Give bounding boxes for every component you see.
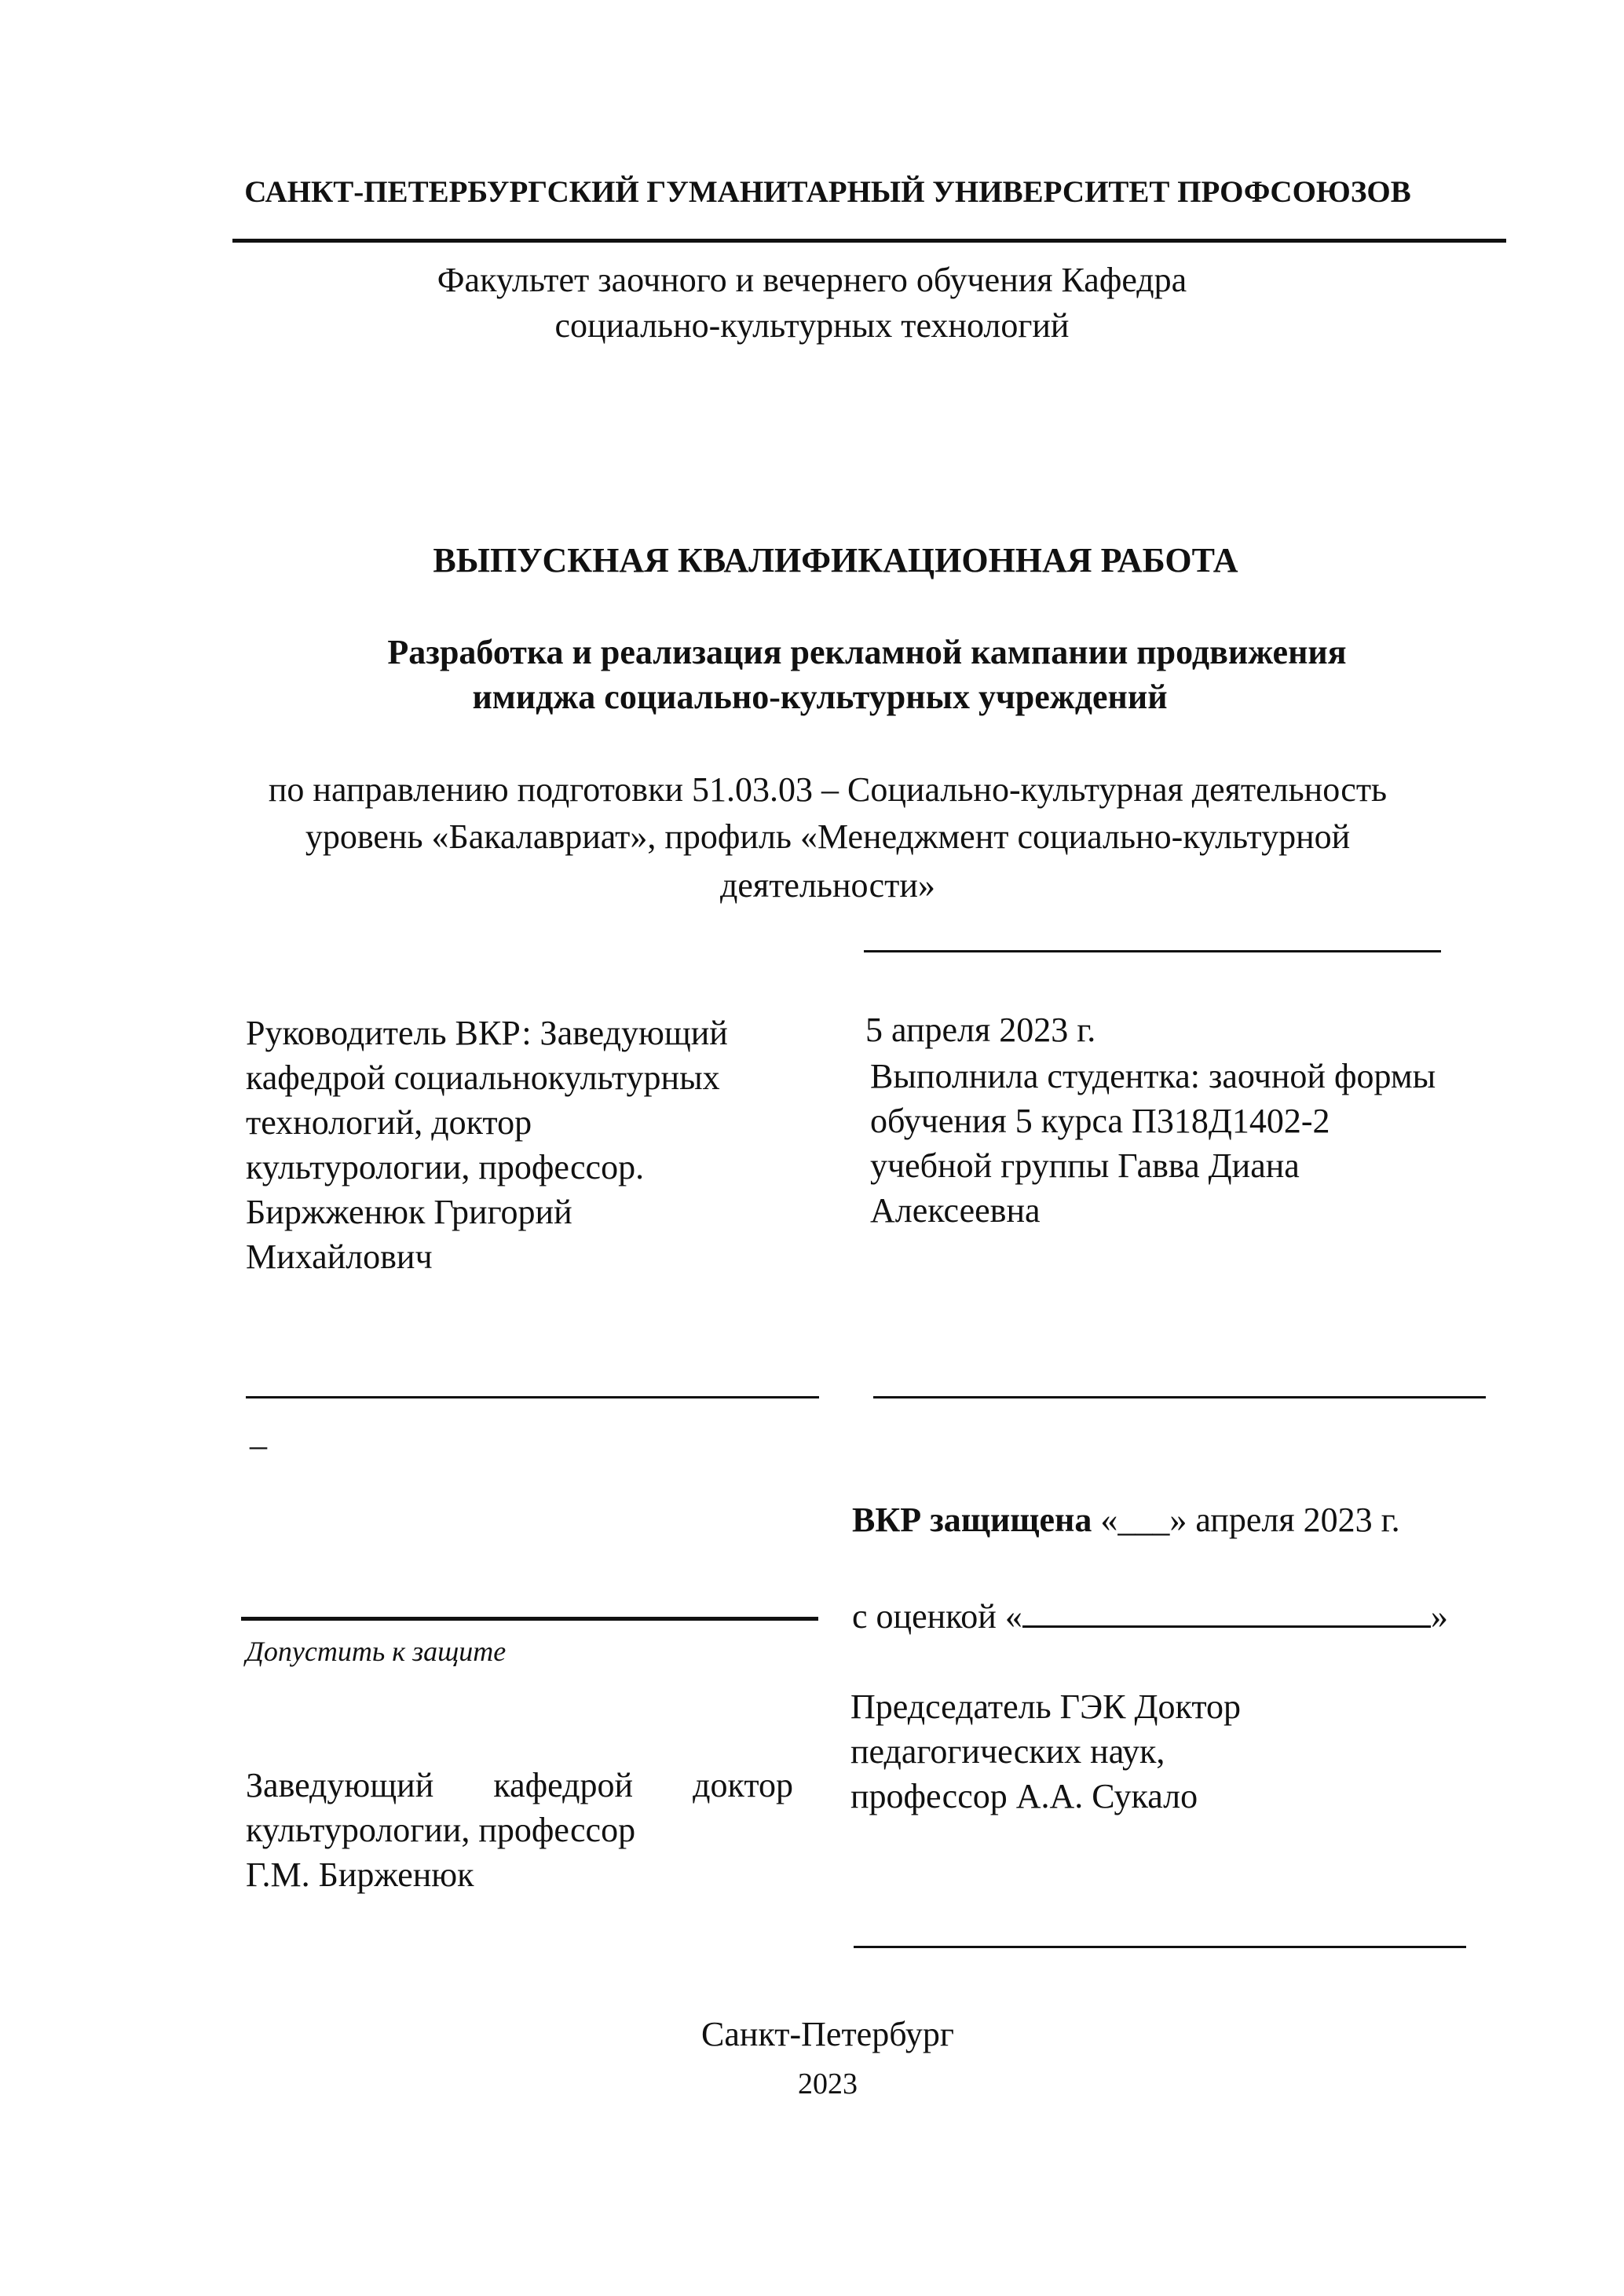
student-line: Выполнила студентка: заочной формы [870, 1057, 1436, 1095]
grade-prefix: с оценкой « [852, 1597, 1022, 1636]
supervisor-line: кафедрой социальнокультурных [246, 1058, 720, 1097]
dash-mark: _ [250, 1414, 267, 1453]
defended-label: ВКР защищена [852, 1501, 1092, 1539]
head-line-1: Заведующий кафедрой доктор [246, 1766, 793, 1804]
chair-line: Председатель ГЭК Доктор [850, 1687, 1241, 1726]
direction-line-1: по направлению подготовки 51.03.03 – Социально-культурная деятельность [268, 770, 1388, 809]
student-signature-line [873, 1396, 1486, 1398]
chair-block [850, 1684, 1479, 1819]
faculty-block [0, 258, 1624, 349]
head-line-3: Г.М. Бирженюк [246, 1855, 474, 1894]
defended-date: «___» апреля 2023 г. [1092, 1501, 1400, 1539]
grade-suffix: » [1430, 1597, 1448, 1636]
grade-blank [1022, 1594, 1431, 1628]
chair-line: педагогических наук, [850, 1732, 1165, 1771]
supervisor-line: технологий, доктор [246, 1103, 532, 1142]
admit-line [241, 1617, 818, 1621]
work-type-title: ВЫПУСКНАЯ КВАЛИФИКАЦИОННАЯ РАБОТА [433, 541, 1238, 579]
university-name: САНКТ-ПЕТЕРБУРГСКИЙ ГУМАНИТАРНЫЙ УНИВЕРСИТЕТ ПРОФСОЮЗОВ [244, 175, 1411, 209]
faculty-line-2: социально-культурных технологий [554, 306, 1070, 345]
student-line: Алексеевна [870, 1191, 1041, 1230]
student-line: учебной группы Гавва Диана [870, 1146, 1300, 1185]
year: 2023 [798, 2067, 858, 2100]
topic-line-2: имиджа социально-культурных учреждений [472, 678, 1168, 716]
supervisor-line: культурологии, профессор. [246, 1148, 645, 1186]
header-rule [232, 239, 1506, 243]
supervisor-line: Биржженюк Григорий [246, 1193, 572, 1231]
supervisor-line: Михайлович [246, 1238, 433, 1276]
admit-label: Допустить к защите [246, 1636, 507, 1667]
faculty-line-1: Факультет заочного и вечернего обучения Кафедра [437, 261, 1187, 299]
chair-signature-line [854, 1946, 1466, 1948]
supervisor-signature-line [246, 1396, 819, 1398]
supervisor-line: Руководитель ВКР: Заведующий [246, 1014, 728, 1052]
topic-line-1: Разработка и реализация рекламной кампании продвижения [387, 633, 1347, 671]
head-line-2: культурологии, профессор [246, 1811, 636, 1849]
head-block [246, 1763, 793, 1897]
signature-line-top [864, 950, 1441, 952]
student-line: обучения 5 курса П318Д1402-2 [870, 1102, 1330, 1140]
date-text: 5 апреля 2023 г. [865, 1011, 1096, 1049]
student-block [870, 1054, 1530, 1233]
direction-line-2: уровень «Бакалавриат», профиль «Менеджмент социально-культурной [305, 817, 1351, 856]
grade-field [852, 1594, 1448, 1636]
chair-line: профессор А.А. Сукало [850, 1777, 1198, 1815]
direction-line-3: деятельности» [720, 866, 935, 905]
city: Санкт-Петербург [701, 2015, 954, 2053]
defended-text [852, 1500, 1400, 1540]
supervisor-block [246, 1011, 843, 1279]
